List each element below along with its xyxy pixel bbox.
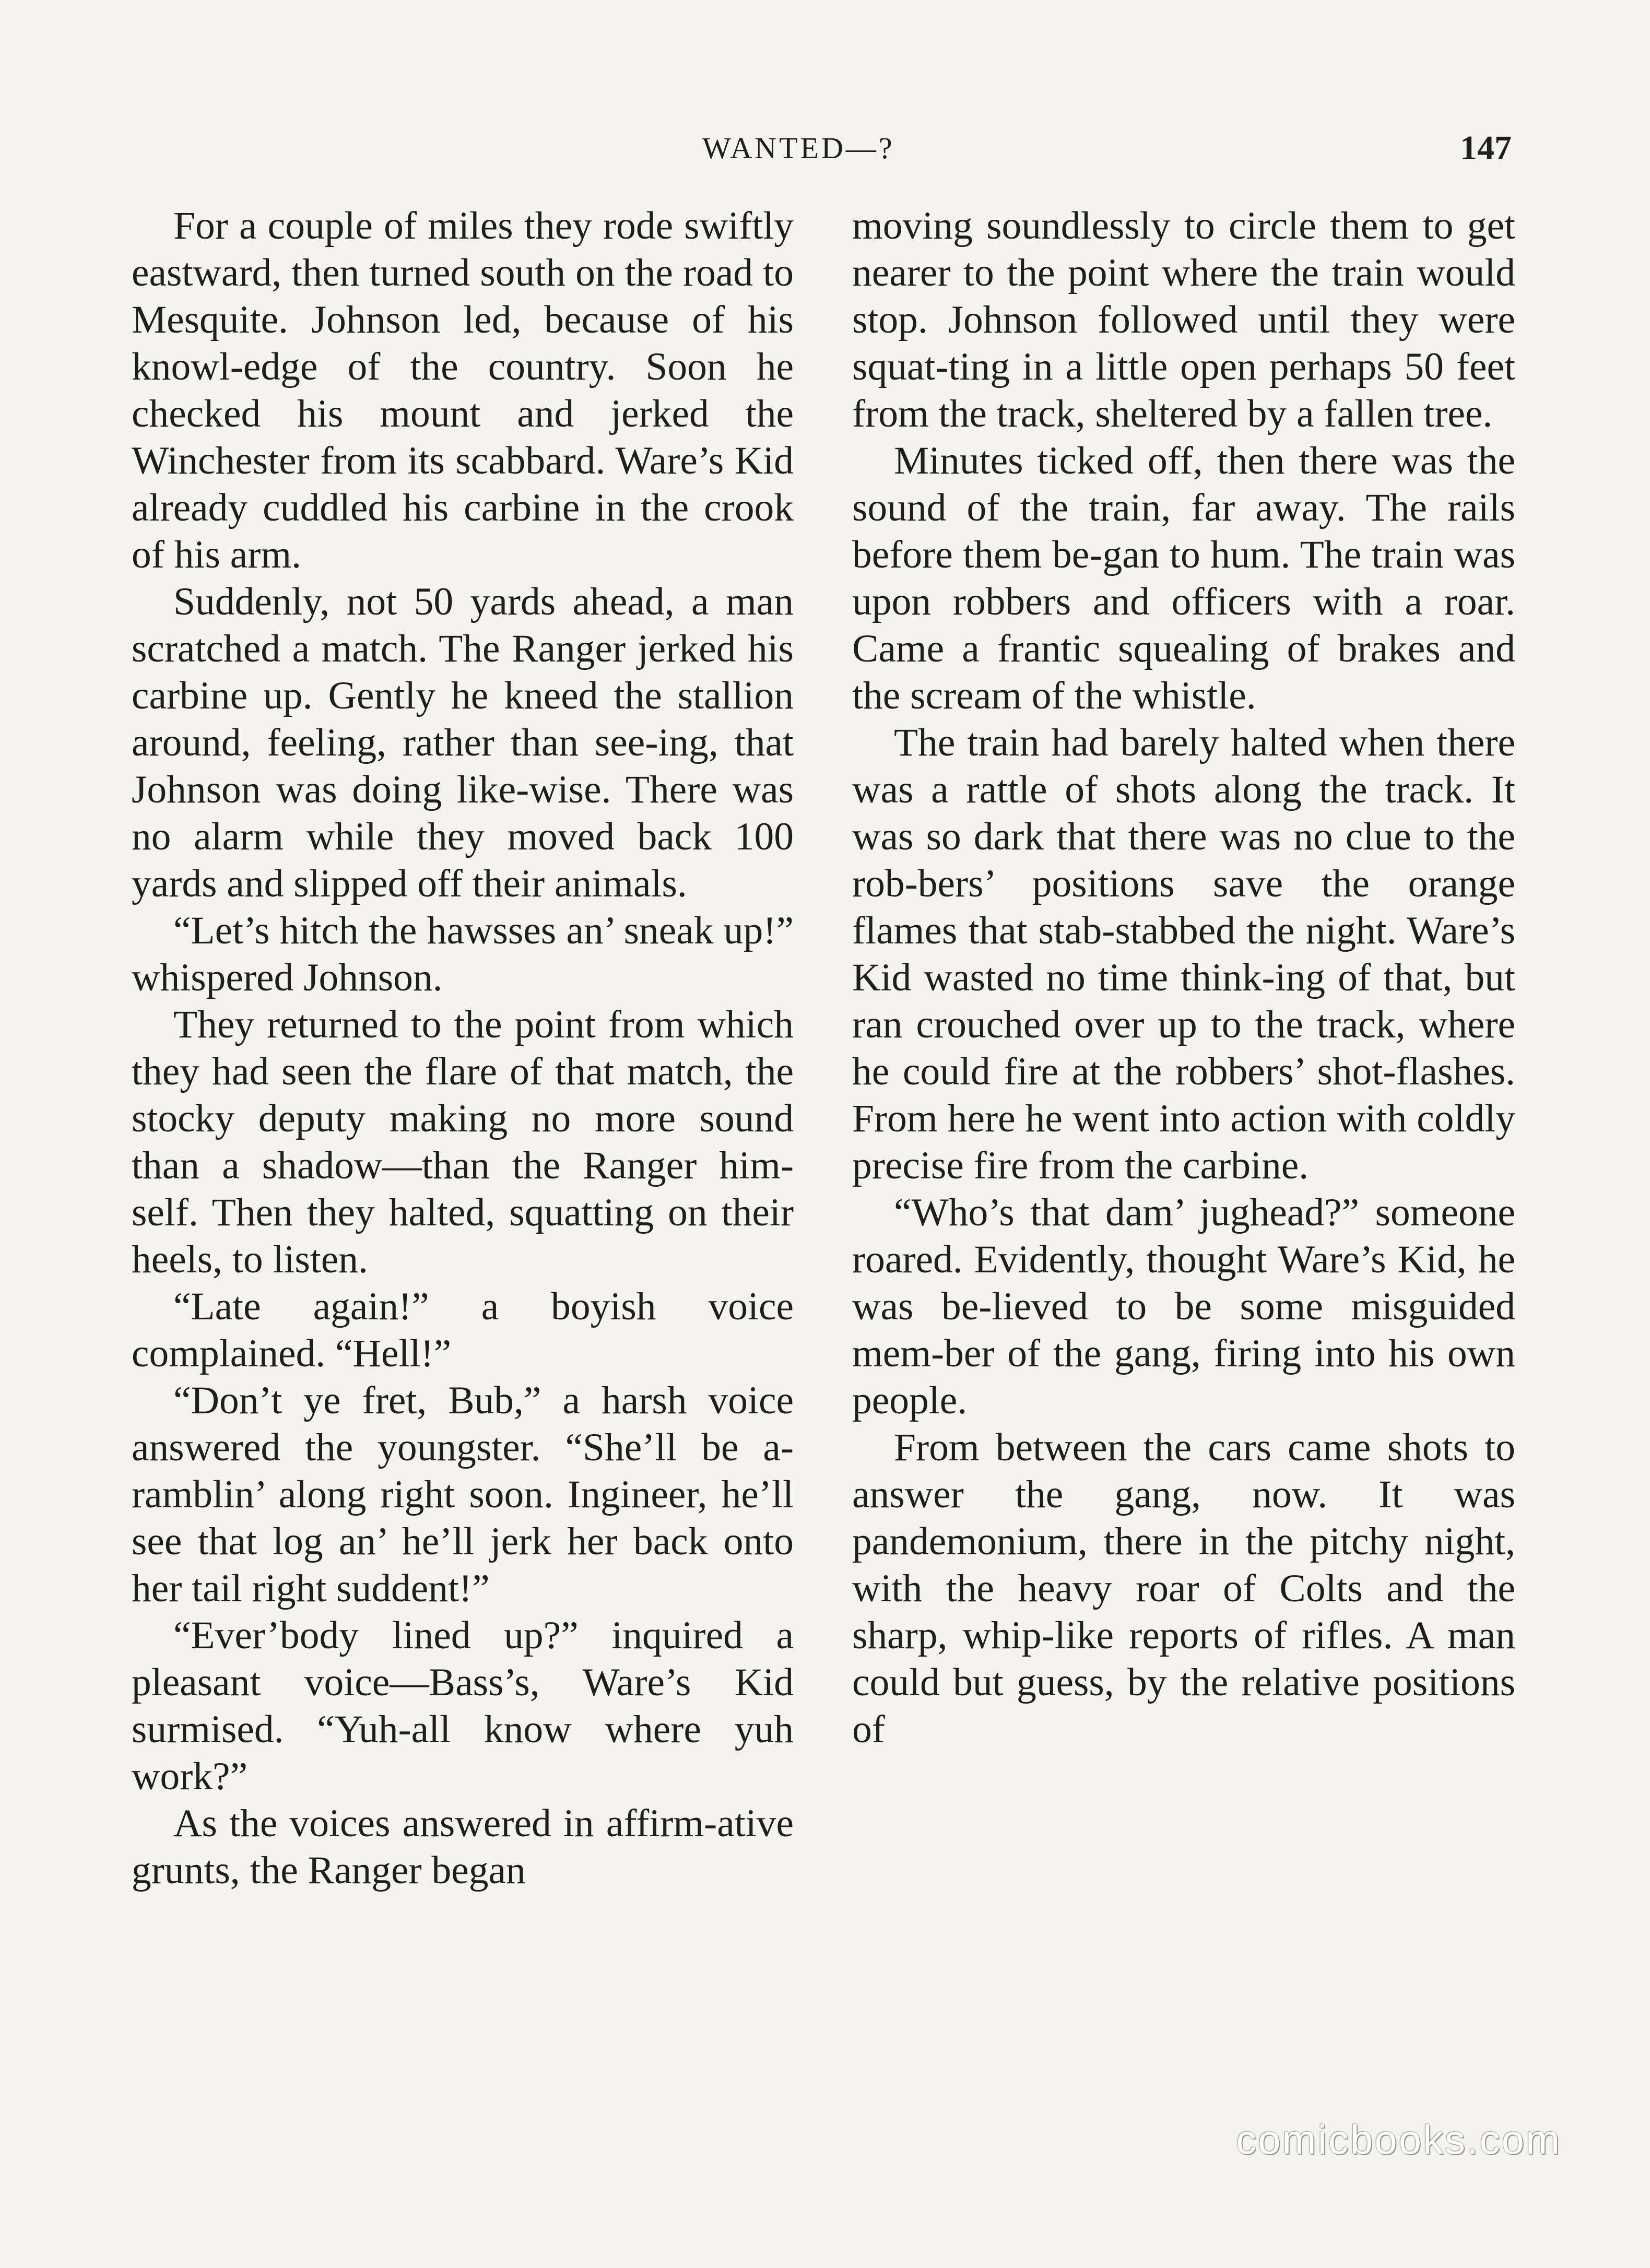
running-head: WANTED—? (702, 131, 895, 165)
paragraph: The train had barely halted when there was a rattle of shots along the track. It was so dark that there was no clue to the rob-bers’ positions save the orange flames that stab-stabbed the night. Ware’s Kid wasted no time think-ing of that, but ran crouched over up to the track, where he could fire at the robbers’ shot-flashes. From here he went into action with coldly precise fire from the carbine. (852, 721, 1515, 1187)
paragraph: Minutes ticked off, then there was the sound of the train, far away. The rails before them be-gan to hum. The train was upon robbers and officers with a roar. Came a frantic squealing of brakes and the scream of the whistle. (852, 439, 1515, 717)
paragraph: As the voices answered in affirm-ative grunts, the Ranger began (132, 1802, 794, 1892)
paragraph: “Let’s hitch the hawsses an’ sneak up!” whispered Johnson. (132, 909, 794, 999)
paragraph: Suddenly, not 50 yards ahead, a man scratched a match. The Ranger jerked his carbine up. Gently he kneed the stallion around, feeling, rather than see-ing, that Johnson was doing like-wise. There was no alarm while they moved back 100 yards and slipped off their animals. (132, 580, 794, 905)
paragraph: For a couple of miles they rode swiftly eastward, then turned south on the road to Mesquite. Johnson led, because of his knowl-edge of the country. Soon he checked his mount and jerked the Winchester from its scabbard. Ware’s Kid already cuddled his carbine in the crook of his arm. (132, 204, 794, 576)
page-number: 147 (1460, 129, 1512, 167)
paragraph: “Ever’body lined up?” inquired a pleasant voice—Bass’s, Ware’s Kid surmised. “Yuh-all know where yuh work?” (132, 1614, 794, 1798)
left-column (132, 203, 794, 1894)
paragraph: “Don’t ye fret, Bub,” a harsh voice answered the youngster. “She’ll be a-ramblin’ along right soon. Ingineer, he’ll see that log an’ he’ll jerk her back onto her tail right suddent!” (132, 1379, 794, 1610)
page-header (0, 125, 1650, 178)
paragraph: “Who’s that dam’ jughead?” someone roared. Evidently, thought Ware’s Kid, he was be-lieved to be some misguided mem-ber of the gang, firing into his own people. (852, 1191, 1515, 1422)
right-column (852, 203, 1515, 1753)
paragraph: “Late again!” a boyish voice complained. “Hell!” (132, 1285, 794, 1375)
watermark: comicbooks.com (1236, 2117, 1561, 2163)
paragraph: moving soundlessly to circle them to get nearer to the point where the train would stop. Johnson followed until they were squat-ting in a little open perhaps 50 feet from the track, sheltered by a fallen tree. (852, 204, 1515, 435)
paragraph: They returned to the point from which they had seen the flare of that match, the stocky deputy making no more sound than a shadow—than the Ranger him-self. Then they halted, squatting on their heels, to listen. (132, 1003, 794, 1281)
paragraph: From between the cars came shots to answer the gang, now. It was pandemonium, there in the pitchy night, with the heavy roar of Colts and the sharp, whip-like reports of rifles. A man could but guess, by the relative positions of (852, 1426, 1515, 1751)
